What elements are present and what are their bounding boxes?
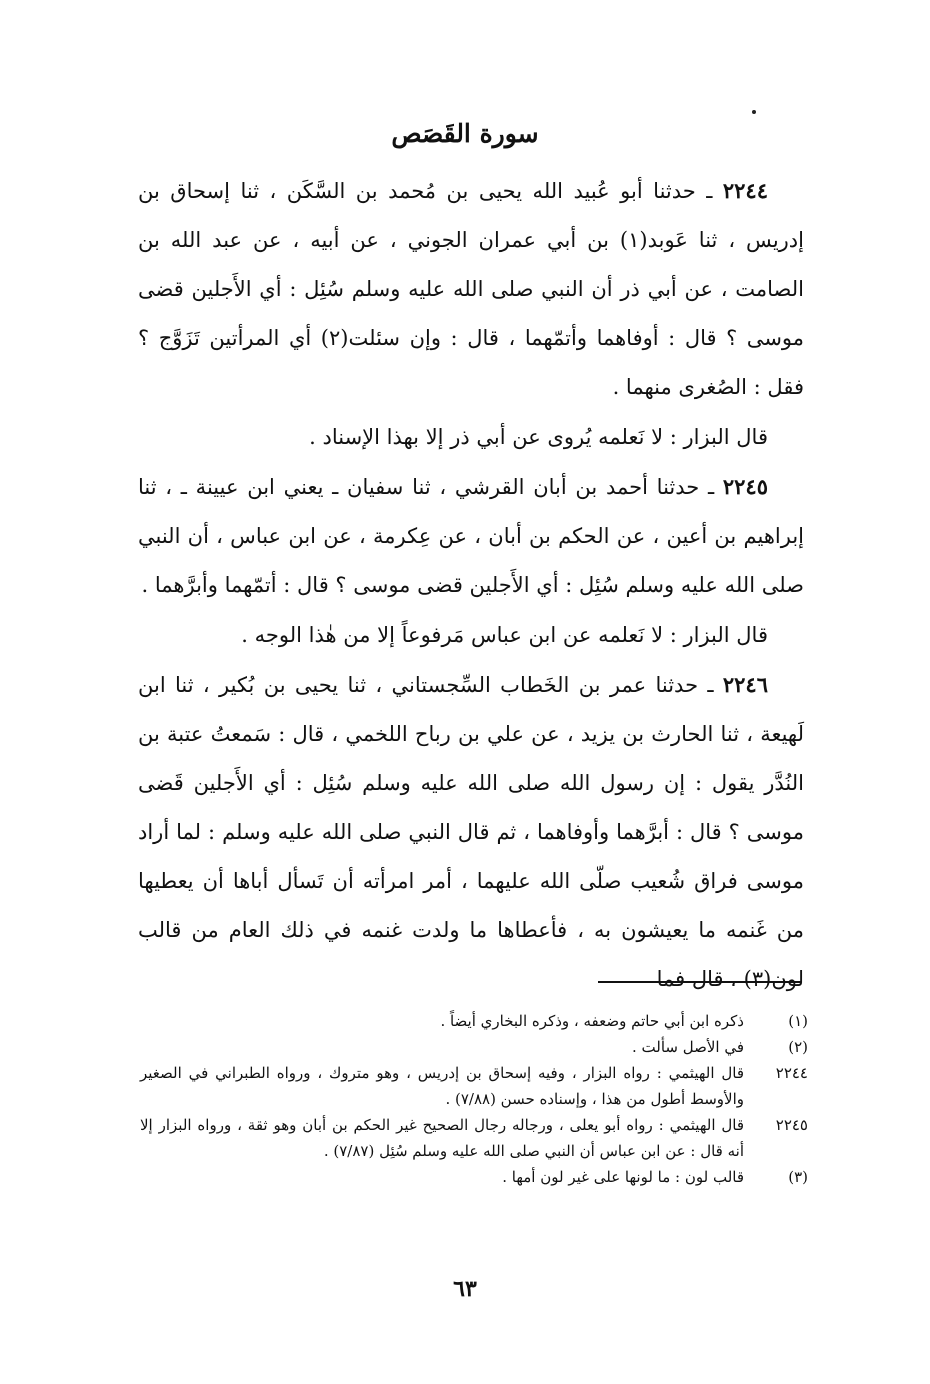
footnote <box>140 1008 808 1034</box>
footnote-text: ذكره ابن أبي حاتم وضعفه ، وذكره البخاري أيضاً . <box>440 1012 744 1030</box>
footnote-marker: ٢٢٤٥ <box>775 1116 808 1134</box>
footnote-text: قال الهيثمي : رواه أبو يعلى ، ورجاله رجال الصحيح غير الحكم بن أبان وهو ثقة ، ورواه البزار إلا أنه قال : عن ابن عباس أن النبي صلى الله عليه وسلم سُئِل (٧/٨٧) . <box>140 1116 745 1160</box>
note-text: قال البزار : لا نَعلمه عن ابن عباس مَرفوعاً إلا من هٰذا الوجه . <box>241 623 768 647</box>
hadith-number: ٢٢٤٦ <box>722 672 768 697</box>
footnote-text: قال الهيثمي : رواه البزار ، وفيه إسحاق بن إدريس ، وهو متروك ، ورواه الطبراني في الصغير والأوسط أطول من هذا ، وإسناده حسن (٧/٨٨) . <box>140 1064 744 1108</box>
hadith-paragraph <box>138 462 804 610</box>
footnote-separator <box>598 981 801 983</box>
main-text <box>138 166 804 1004</box>
hadith-text: ـ حدثنا أبو عُبيد الله يحيى بن مُحمد بن السَّكَن ، ثنا إسحاق بن إدريس ، ثنا عَوبد(١) بن أبي عمران الجوني ، عن أبيه ، عن عبد الله بن الصامت ، عن أبي ذر أن النبي صلى الله عليه وسلم سُئِل : أي الأَجلين قضى موسى ؟ قال : أوفاهما وأتمّهما ، قال : وإن سئلت(٢) أي المرأتين تَزَوَّج ؟ فقل : الصُغرى منهما . <box>138 179 805 399</box>
footnotes <box>140 1008 808 1190</box>
note-text: قال البزار : لا نَعلمه يُروى عن أبي ذر إلا بهذا الإسناد . <box>309 425 768 449</box>
page-number: ٦٣ <box>453 1276 477 1302</box>
footnote-text: قالب لون : ما لونها على غير لون أمها . <box>502 1168 744 1186</box>
hadith-number: ٢٢٤٥ <box>722 474 768 499</box>
footnote-marker: (١) <box>788 1012 808 1030</box>
footnote-marker: (٣) <box>788 1168 808 1186</box>
footnote <box>140 1034 808 1060</box>
surah-title: سورة القَصَص <box>391 119 539 148</box>
bazzar-note <box>138 412 804 462</box>
footnote-marker: (٢) <box>788 1038 808 1056</box>
footnote <box>140 1112 808 1164</box>
hadith-text: ـ حدثنا عمر بن الخَطاب السِّجستاني ، ثنا يحيى بن بُكير ، ثنا ابن لَهيعة ، ثنا الحارث بن يزيد ، عن علي بن رباح اللخمي ، قال : سَمعتُ عتبة بن النُدَّر يقول : إن رسول الله صلى الله عليه وسلم سُئِل : أي الأَجلين قَضى موسى ؟ قال : أبرَّهما وأوفاهما ، ثم قال النبي صلى الله عليه وسلم : لما أراد موسى فراق شُعيب صلّى الله عليهما ، أمر امرأته أن تَسأل أباها أن يعطيها من غَنمه ما يعيشون به ، فأعطاها ما ولدت غنمه في ذلك العام من قالب لون(٣) ، قال فما <box>138 673 804 991</box>
footnote <box>140 1164 808 1190</box>
hadith-text: ـ حدثنا أحمد بن أبان القرشي ، ثنا سفيان ـ يعني ابن عيينة ـ ، ثنا إبراهيم بن أعين ، عن الحكم بن أبان ، عن عِكرمة ، عن ابن عباس ، أن النبي صلى الله عليه وسلم سُئِل : أي الأَجلين قضى موسى ؟ قال : أتمّهما وأبرَّهما . <box>138 475 804 597</box>
footnote-text: في الأصل سألت . <box>631 1038 744 1056</box>
footnote <box>140 1060 808 1112</box>
hadith-paragraph <box>138 660 804 1004</box>
hadith-number: ٢٢٤٤ <box>722 178 768 203</box>
hadith-paragraph <box>138 166 804 412</box>
bazzar-note <box>138 610 804 660</box>
footnote-marker: ٢٢٤٤ <box>775 1064 808 1082</box>
